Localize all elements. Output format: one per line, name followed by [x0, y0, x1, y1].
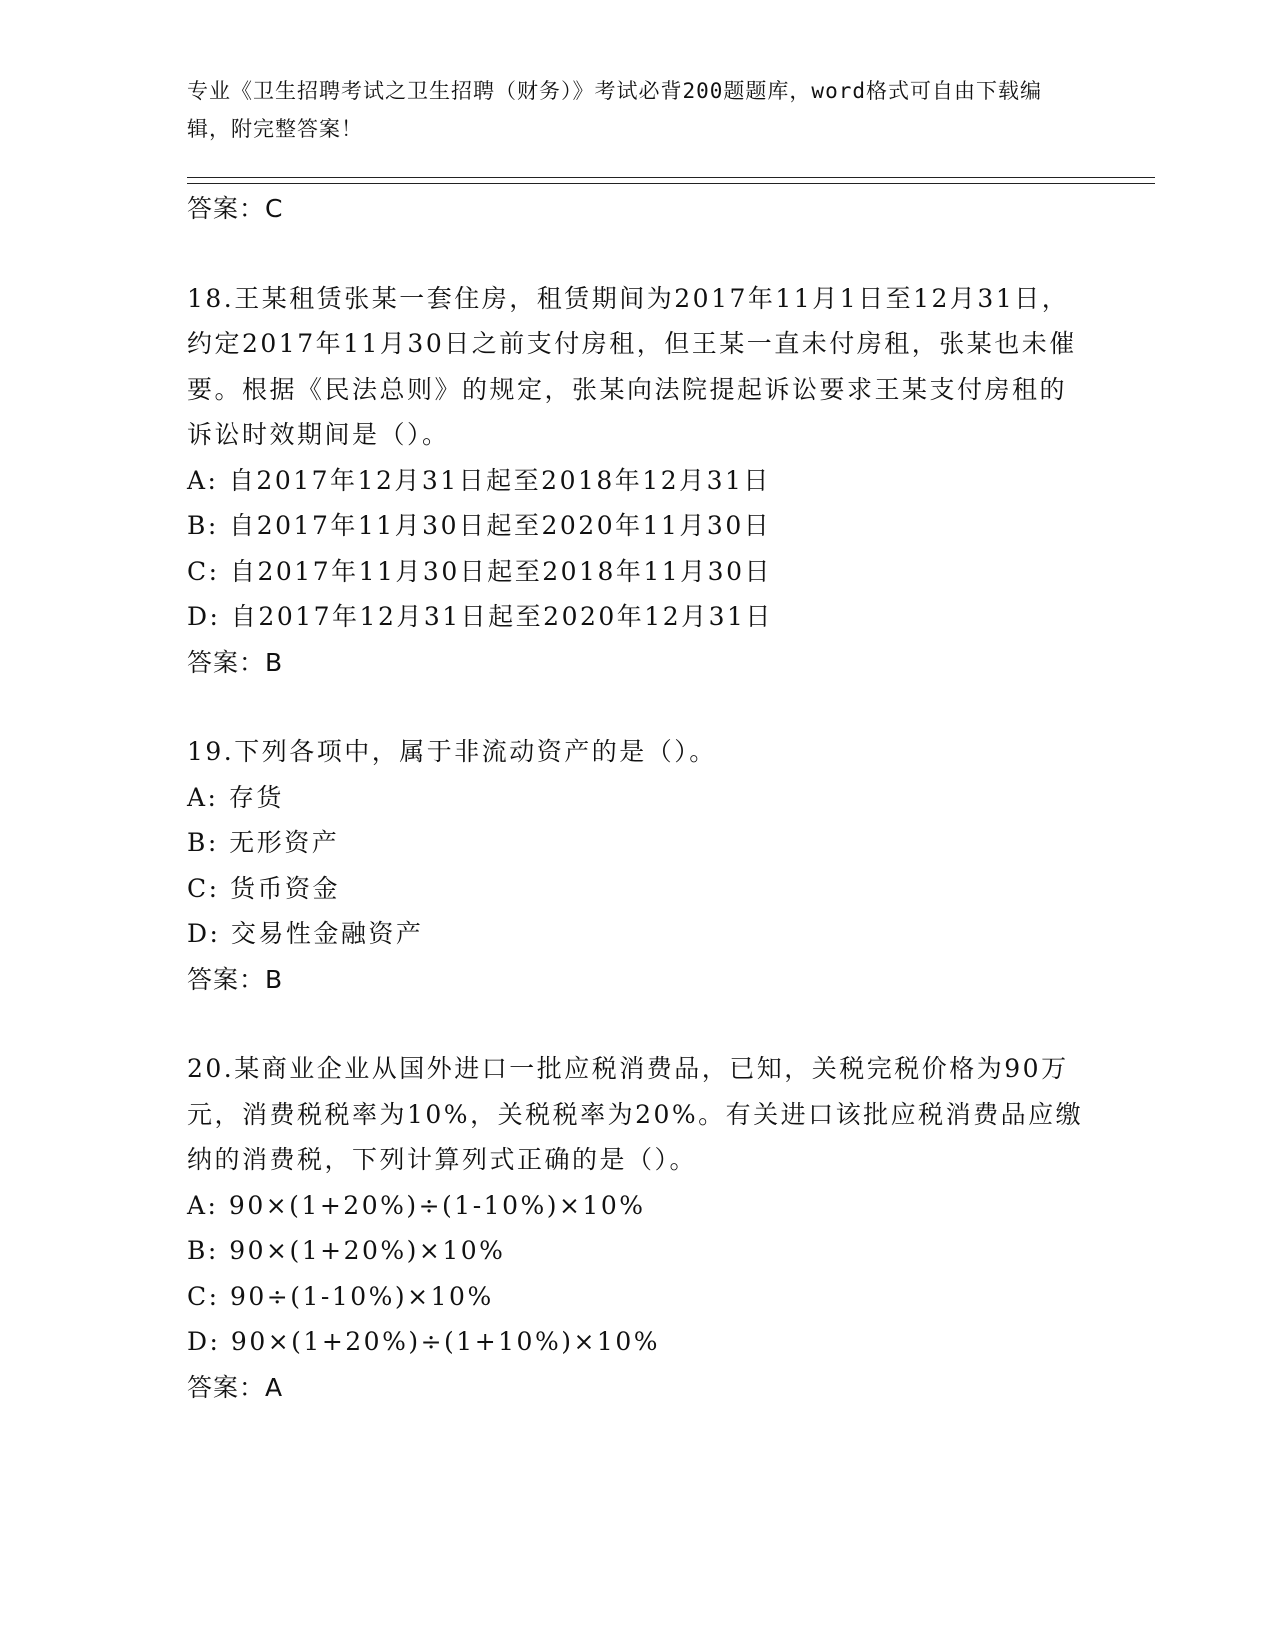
- option-d: D: 自2017年12月31日起至2020年12月31日: [187, 602, 773, 631]
- option-d: D: 交易性金融资产: [187, 919, 424, 948]
- answer: 答案：B: [187, 964, 284, 994]
- header-divider-top: [187, 177, 1155, 178]
- question-20: [187, 1046, 1087, 1410]
- option-b: B: 无形资产: [187, 828, 340, 857]
- option-c: C: 货币资金: [187, 873, 340, 903]
- option-c: C: 自2017年11月30日起至2018年11月30日: [187, 556, 772, 586]
- option-b: B: 90×(1+20%)×10%: [187, 1236, 506, 1265]
- option-a: A: 90×(1+20%)÷(1-10%)×10%: [187, 1190, 646, 1220]
- question-19: [187, 729, 1087, 1002]
- option-d: D: 90×(1+20%)÷(1+10%)×10%: [187, 1327, 660, 1356]
- previous-answer: 答案：C: [187, 194, 284, 223]
- document-header: 专业《卫生招聘考试之卫生招聘（财务）》考试必背200题题库，word格式可自由下载编辑，附完整答案！: [187, 79, 1042, 141]
- question-stem: 18.王某租赁张某一套住房，租赁期间为2017年11月1日至12月31日，约定2017年11月30日之前支付房租，但王某一直未付房租，张某也未催要。根据《民法总则》的规定，张某向法院提起诉讼要求王某支付房租的诉讼时效期间是（）。: [187, 283, 1077, 449]
- question-list: [187, 186, 1087, 1410]
- option-c: C: 90÷(1-10%)×10%: [187, 1281, 494, 1311]
- option-a: A: 存货: [187, 782, 284, 812]
- answer: 答案：B: [187, 647, 284, 677]
- question-18: [187, 276, 1087, 686]
- option-a: A: 自2017年12月31日起至2018年12月31日: [187, 465, 771, 495]
- option-b: B: 自2017年11月30日起至2020年11月30日: [187, 511, 772, 540]
- answer: 答案：A: [187, 1372, 284, 1402]
- header-divider-bottom: [187, 183, 1155, 184]
- question-stem: 20.某商业企业从国外进口一批应税消费品，已知，关税完税价格为90万元，消费税税率为10%，关税税率为20%。有关进口该批应税消费品应缴纳的消费税，下列计算列式正确的是（）。: [187, 1054, 1084, 1174]
- question-stem: 19.下列各项中，属于非流动资产的是（）。: [187, 737, 717, 766]
